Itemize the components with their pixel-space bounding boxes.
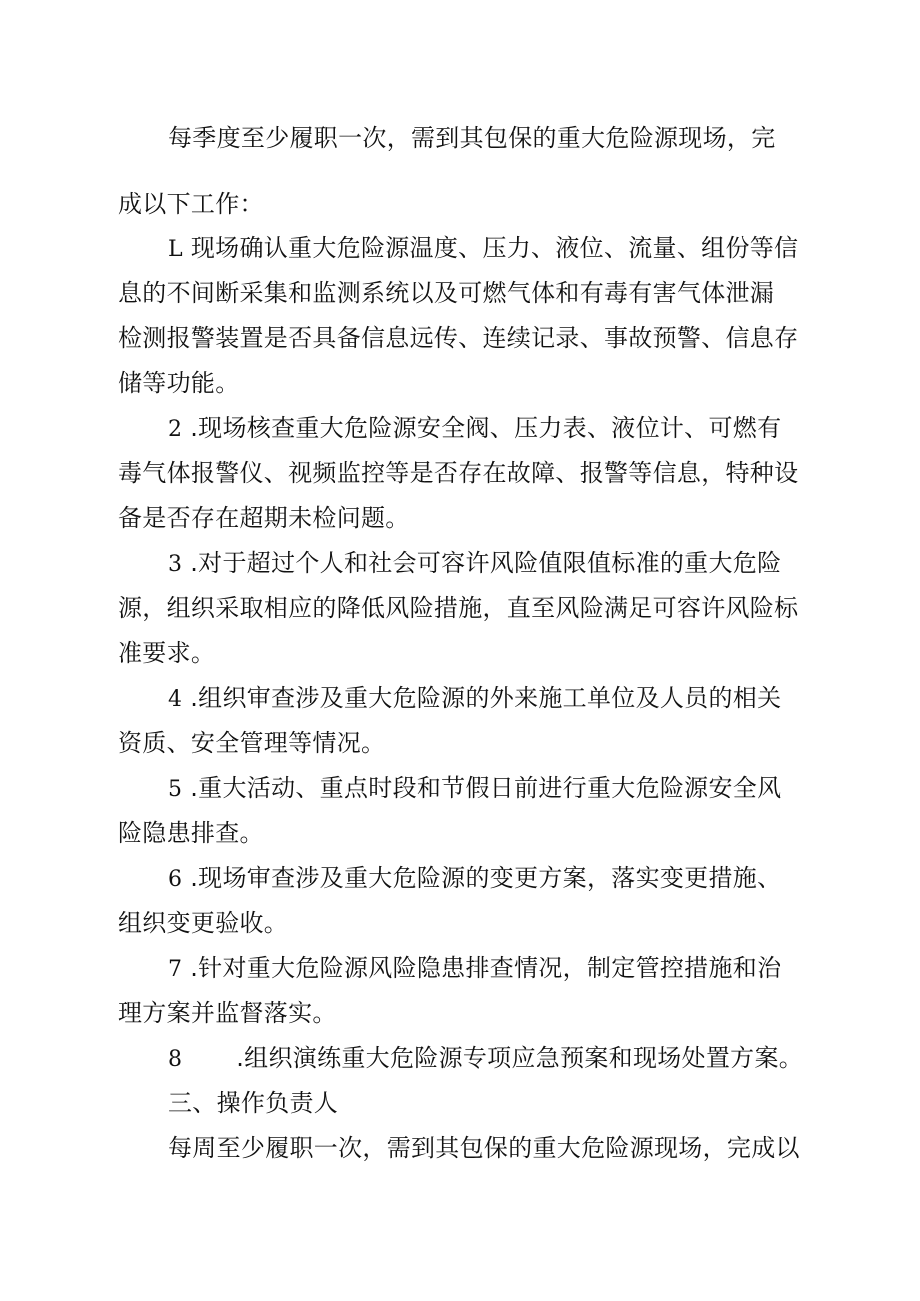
list-item-3 xyxy=(168,547,781,579)
intro-line-1: 每季度至少履职一次，需到其包保的重大危险源现场，完 xyxy=(168,124,776,152)
item-text: .现场核查重大危险源安全阀、压力表、液位计、可燃有 xyxy=(190,414,782,442)
list-item-5 xyxy=(168,772,781,804)
item-number: 4 xyxy=(168,687,183,712)
section-heading: 三、操作负责人 xyxy=(168,1089,339,1117)
list-item-7 xyxy=(168,952,781,984)
item-text: .重大活动、重点时段和节假日前进行重大危险源安全风 xyxy=(190,774,782,802)
item-number: 2 xyxy=(168,417,183,442)
item-number: 3 xyxy=(168,552,183,577)
item-7-line-2: 理方案并监督落实。 xyxy=(118,999,337,1027)
item-1-line-4: 储等功能。 xyxy=(118,369,240,397)
item-number: 8 xyxy=(168,1047,183,1072)
list-item-8 xyxy=(168,1042,803,1074)
item-1-line-2: 息的不间断采集和监测系统以及可燃气体和有毒有害气体泄漏 xyxy=(118,279,775,307)
item-text: .针对重大危险源风险隐患排查情况，制定管控措施和治 xyxy=(190,954,782,982)
closing-line: 每周至少履职一次，需到其包保的重大危险源现场，完成以 xyxy=(168,1134,800,1162)
item-5-line-2: 险隐患排查。 xyxy=(118,819,264,847)
item-4-line-2: 资质、安全管理等情况。 xyxy=(118,729,386,757)
list-item-6 xyxy=(168,862,781,894)
item-3-line-2: 源，组织采取相应的降低风险措施，直至风险满足可容许风险标 xyxy=(118,594,799,622)
item-text: .组织演练重大危险源专项应急预案和现场处置方案。 xyxy=(236,1044,804,1072)
item-3-line-3: 准要求。 xyxy=(118,639,216,667)
item-text: 现场确认重大危险源温度、压力、液位、流量、组份等信 xyxy=(190,234,799,262)
item-2-line-2: 毒气体报警仪、视频监控等是否存在故障、报警等信息，特种设 xyxy=(118,459,799,487)
list-item-2 xyxy=(168,412,781,444)
item-6-line-2: 组织变更验收。 xyxy=(118,909,289,937)
item-text: .现场审查涉及重大危险源的变更方案，落实变更措施、 xyxy=(190,864,782,892)
item-2-line-3: 备是否存在超期未检问题。 xyxy=(118,504,410,532)
item-number: L xyxy=(168,237,183,262)
item-text: .对于超过个人和社会可容许风险值限值标准的重大危险 xyxy=(190,549,782,577)
list-item-4 xyxy=(168,682,781,714)
item-text: .组织审查涉及重大危险源的外来施工单位及人员的相关 xyxy=(190,684,782,712)
intro-line-2: 成以下工作： xyxy=(118,190,264,218)
list-item-1 xyxy=(168,232,798,264)
item-number: 6 xyxy=(168,867,183,892)
item-number: 5 xyxy=(168,777,183,802)
item-number: 7 xyxy=(168,957,183,982)
item-1-line-3: 检测报警装置是否具备信息远传、连续记录、事故预警、信息存 xyxy=(118,324,799,352)
